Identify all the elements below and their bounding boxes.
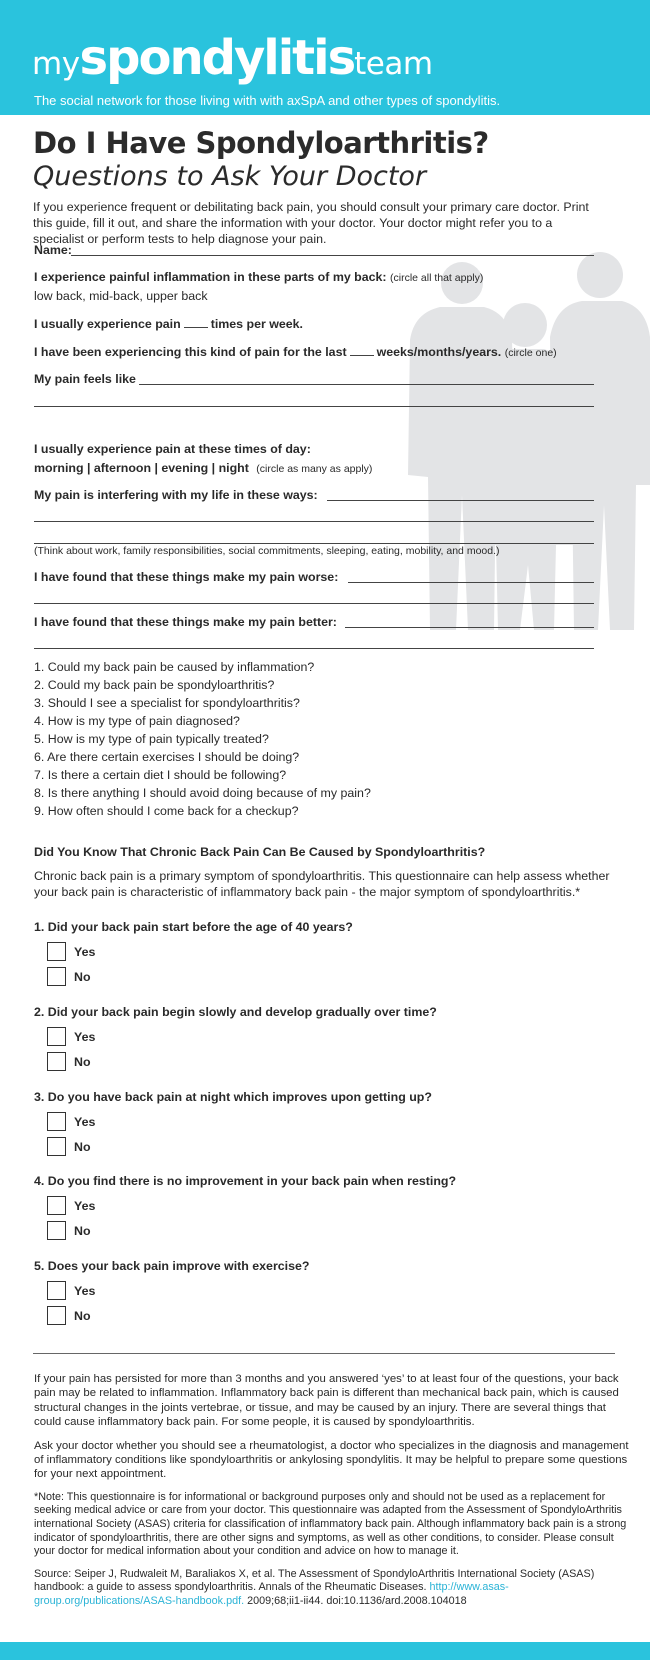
option-label: Yes xyxy=(74,945,96,959)
frequency-suffix: times per week. xyxy=(210,317,303,331)
option-label: No xyxy=(74,1140,91,1154)
option-label: Yes xyxy=(74,1284,96,1298)
checkbox[interactable] xyxy=(47,1306,66,1325)
quiz-question-text: 1. Did your back pain start before the age of 40 years? xyxy=(34,920,353,934)
quiz-question-text: 3. Do you have back pain at night which improves upon getting up? xyxy=(34,1090,432,1104)
better-field-line-2[interactable] xyxy=(34,648,594,649)
feels-field-line-2[interactable] xyxy=(34,406,594,407)
page-subtitle: Questions to Ask Your Doctor xyxy=(33,160,427,192)
worse-field-line-2[interactable] xyxy=(34,603,594,604)
feels-label: My pain feels like xyxy=(34,372,136,386)
inflammation-label: I experience painful inflammation in these parts of my back: xyxy=(34,270,387,284)
list-item: 6. Are there certain exercises I should be doing? xyxy=(34,750,300,764)
page-title: Do I Have Spondyloarthritis? xyxy=(33,126,489,160)
duration-field[interactable] xyxy=(350,346,374,356)
times-row xyxy=(34,461,372,475)
closing-notes xyxy=(34,1372,629,1618)
source-citation xyxy=(34,1568,629,1609)
interfering-field-line-2[interactable] xyxy=(34,521,594,522)
checkbox[interactable] xyxy=(47,1137,66,1156)
frequency-label: I usually experience pain xyxy=(34,317,181,331)
option-label: No xyxy=(74,1055,91,1069)
times-label: I usually experience pain at these times of day: xyxy=(34,442,311,456)
did-you-know-text: Chronic back pain is a primary symptom of spondyloarthritis. This questionnaire can help assess whether your back pain is characteristic of inflammatory back pain - the major symptom of spondyloarthritis.* xyxy=(34,869,610,899)
option-label: Yes xyxy=(74,1115,96,1129)
checkbox[interactable] xyxy=(47,1196,66,1215)
brand-logo[interactable] xyxy=(32,30,433,86)
quiz-question-text: 4. Do you find there is no improvement in your back pain when resting? xyxy=(34,1174,457,1188)
list-item: 1. Could my back pain be caused by inflammation? xyxy=(34,660,315,674)
duration-note: (circle one) xyxy=(504,347,557,359)
frequency-field[interactable] xyxy=(184,318,208,328)
list-item: 7. Is there a certain diet I should be following? xyxy=(34,768,287,782)
quiz-question-5 xyxy=(34,1259,594,1323)
duration-row xyxy=(34,345,557,359)
inflammation-options[interactable]: low back, mid-back, upper back xyxy=(34,289,208,303)
list-item: 8. Is there anything I should avoid doing because of my pain? xyxy=(34,786,371,800)
source-tail: 2009;68;ii1-ii44. doi:10.1136/ard.2008.104018 xyxy=(244,1595,467,1607)
quiz-question-text: 2. Did your back pain begin slowly and develop gradually over time? xyxy=(34,1005,437,1019)
feels-field[interactable] xyxy=(139,384,594,385)
checkbox[interactable] xyxy=(47,1281,66,1300)
duration-units[interactable]: weeks/months/years. xyxy=(376,345,502,359)
worse-label: I have found that these things make my pain worse: xyxy=(34,570,339,584)
source-text: Source: Seiper J, Rudwaleit M, Baraliakos X, et al. The Assessment of SpondyloArthritis International Society (ASAS) handbook: a guide to assess spondyloarthritis. Annals of the Rheumatic Diseases. xyxy=(34,1567,595,1594)
interfering-note: (Think about work, family responsibilities, social commitments, sleeping, eating, mobility, and mood.) xyxy=(34,545,500,557)
checkbox[interactable] xyxy=(47,942,66,961)
title-section xyxy=(33,128,633,247)
did-you-know-heading: Did You Know That Chronic Back Pain Can Be Caused by Spondyloarthritis? xyxy=(34,845,486,859)
option-label: Yes xyxy=(74,1030,96,1044)
quiz-question-4 xyxy=(34,1174,594,1238)
checkbox[interactable] xyxy=(47,1112,66,1131)
worse-field[interactable] xyxy=(348,582,594,583)
quiz-question-3 xyxy=(34,1090,594,1154)
disclaimer-note: *Note: This questionnaire is for informational or background purposes only and should not be used as a replacement for seeking medical advice or care from your doctor. This questionnaire was adapted from the Assessment of SpondyloArthritis international Society (ASAS) criteria for classification of inflammatory back pain. Although inflammatory back pain is a strong indicator of spondyloarthritis, there are other signs and symptoms, as well as other conditions, to consider. Please consult your doctor for medical information about your condition and advice on how to manage it. xyxy=(34,1490,627,1558)
logo-spondylitis: spondylitis xyxy=(79,30,355,86)
name-field[interactable] xyxy=(71,255,594,256)
intro-text: If you experience frequent or debilitating back pain, you should consult your primary care doctor. Print this guide, fill it out, and share the information with your doctor. Your doctor might refer you to a specialist or perform tests to help diagnose your pain. xyxy=(33,199,589,246)
doctor-questions-list xyxy=(34,658,594,820)
header-banner xyxy=(0,0,650,115)
inflammation-row xyxy=(34,270,483,284)
did-you-know-section xyxy=(34,845,634,900)
list-item: 2. Could my back pain be spondyloarthritis? xyxy=(34,678,275,692)
footer-bar xyxy=(0,1642,650,1660)
list-item: 5. How is my type of pain typically treated? xyxy=(34,732,269,746)
times-note: (circle as many as apply) xyxy=(256,463,373,475)
interfering-label: My pain is interfering with my life in these ways: xyxy=(34,488,318,502)
name-label: Name: xyxy=(34,243,72,257)
option-label: No xyxy=(74,1224,91,1238)
logo-my: my xyxy=(32,46,80,82)
inflammation-note: (circle all that apply) xyxy=(390,272,484,284)
quiz-question-1 xyxy=(34,920,594,984)
tagline: The social network for those living with with axSpA and other types of spondylitis. xyxy=(34,93,501,108)
list-item: 9. How often should I come back for a checkup? xyxy=(34,804,299,818)
list-item: 3. Should I see a specialist for spondyloarthritis? xyxy=(34,696,300,710)
quiz-question-2 xyxy=(34,1005,594,1069)
checkbox[interactable] xyxy=(47,967,66,986)
frequency-row xyxy=(34,317,303,331)
doctors-silhouette-illustration xyxy=(400,245,650,630)
checkbox[interactable] xyxy=(47,1221,66,1240)
section-divider xyxy=(33,1353,615,1354)
rheumatologist-paragraph: Ask your doctor whether you should see a rheumatologist, a doctor who specializes in the diagnosis and management of inflammatory conditions like spondyloarthritis or ankylosing spondylitis. It may be helpful to prepare some questions for your next appointment. xyxy=(34,1439,629,1481)
better-label: I have found that these things make my pain better: xyxy=(34,615,337,629)
list-item: 4. How is my type of pain diagnosed? xyxy=(34,714,240,728)
logo-team: team xyxy=(354,46,433,82)
results-paragraph: If your pain has persisted for more than 3 months and you answered ‘yes’ to at least four of the questions, your back pain may be related to inflammation. Inflammatory back pain is different than mechanical back pain, which is caused structural changes in the joints vertebrae, or tissue, and may be caused by an injury. There are several things that could cause inflammatory back pain. For some people, it is caused by spondyloarthritis. xyxy=(34,1373,619,1429)
better-field[interactable] xyxy=(345,627,594,628)
times-options[interactable]: morning | afternoon | evening | night xyxy=(34,461,249,475)
option-label: Yes xyxy=(74,1199,96,1213)
option-label: No xyxy=(74,970,91,984)
duration-label: I have been experiencing this kind of pain for the last xyxy=(34,345,347,359)
source-link[interactable]: http://www.asas-group.org/publications/ASAS-handbook.pdf. xyxy=(34,1581,509,1607)
checkbox[interactable] xyxy=(47,1027,66,1046)
option-label: No xyxy=(74,1309,91,1323)
checkbox[interactable] xyxy=(47,1052,66,1071)
interfering-field-line-3[interactable] xyxy=(34,543,594,544)
quiz-question-text: 5. Does your back pain improve with exercise? xyxy=(34,1259,310,1273)
interfering-field[interactable] xyxy=(327,500,594,501)
